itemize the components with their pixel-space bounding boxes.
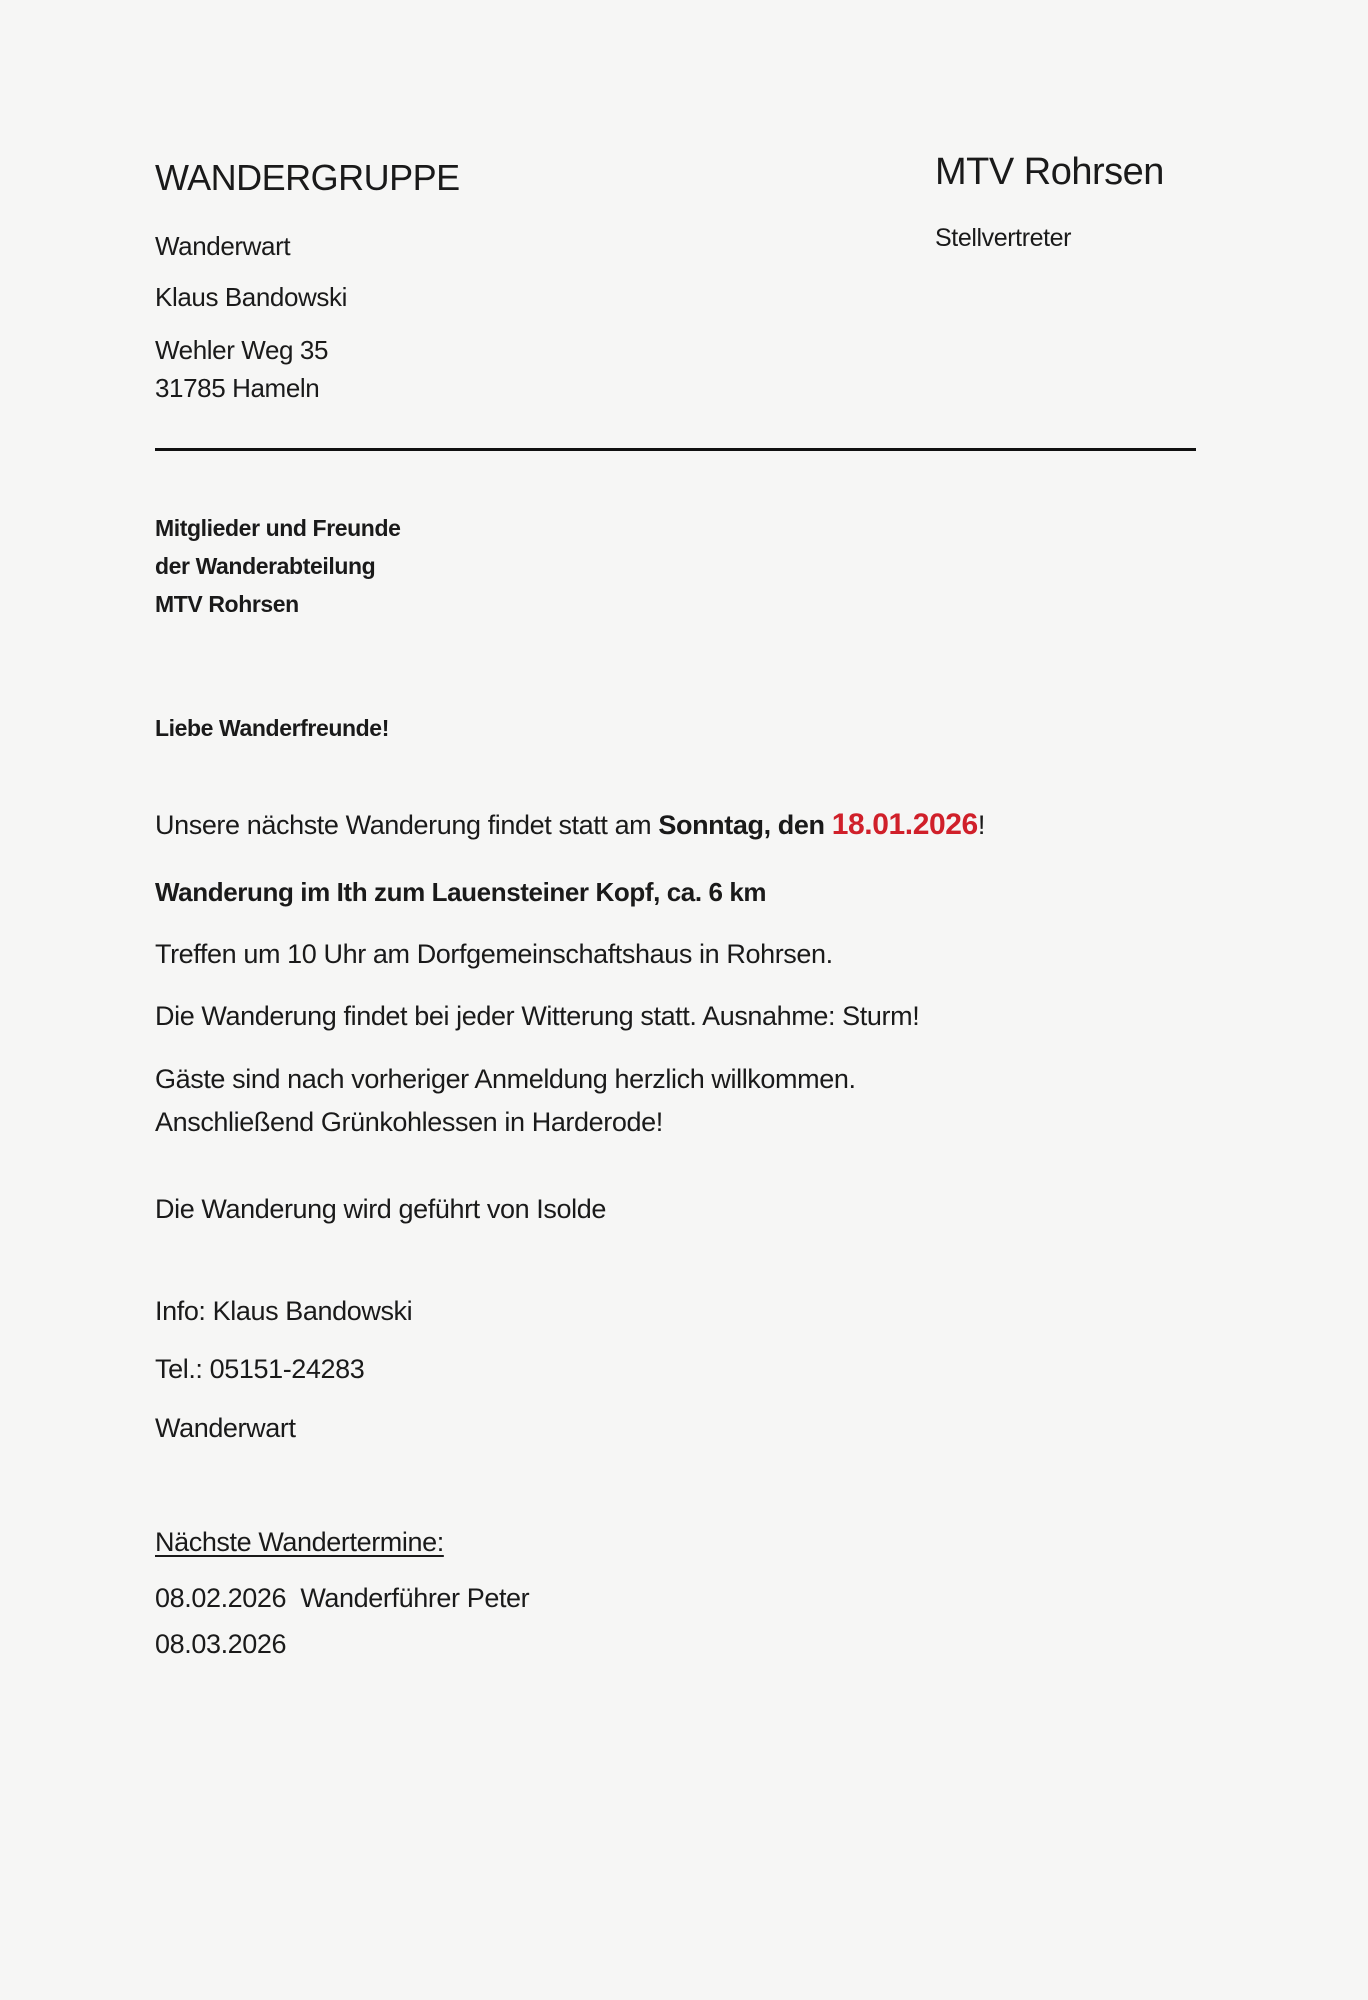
announcement-date: 18.01.2026	[831, 808, 978, 841]
hike-title: Wanderung im Ith zum Lauensteiner Kopf, ca. 6 km	[155, 877, 767, 907]
guide-info: Die Wanderung wird geführt von Isolde	[155, 1194, 606, 1224]
club-name: MTV Rohrsen	[935, 151, 1164, 193]
header-divider	[155, 448, 1196, 451]
contact-info: Info: Klaus Bandowski	[155, 1296, 413, 1326]
contact-role: Wanderwart	[155, 1413, 296, 1443]
sender-role: Wanderwart	[155, 231, 291, 261]
announcement-prefix: Unsere nächste Wanderung findet statt am	[155, 810, 659, 840]
upcoming-heading: Nächste Wandertermine:	[155, 1527, 444, 1557]
upcoming-date: 08.02.2026	[155, 1583, 287, 1613]
sender-city: 31785 Hameln	[155, 373, 320, 403]
announcement-day: Sonntag, den	[658, 810, 832, 840]
sender-name: Klaus Bandowski	[155, 282, 347, 312]
upcoming-note: Wanderführer Peter	[300, 1583, 530, 1613]
salutation: Liebe Wanderfreunde!	[155, 715, 389, 741]
deputy-label: Stellvertreter	[935, 224, 1072, 252]
afterwards-info: Anschließend Grünkohlessen in Harderode!	[155, 1107, 663, 1137]
upcoming-item	[155, 1631, 286, 1658]
contact-phone: Tel.: 05151-24283	[155, 1354, 365, 1384]
group-title: WANDERGRUPPE	[155, 157, 460, 198]
announcement	[155, 810, 985, 840]
sender-street: Wehler Weg 35	[155, 335, 329, 365]
meeting-info: Treffen um 10 Uhr am Dorfgemeinschaftshaus in Rohrsen.	[155, 939, 833, 969]
recipient-line-1: Mitglieder und Freunde	[155, 515, 401, 541]
weather-info: Die Wanderung findet bei jeder Witterung statt. Ausnahme: Sturm!	[155, 1001, 920, 1031]
recipient-line-2: der Wanderabteilung	[155, 553, 376, 579]
recipient-line-3: MTV Rohrsen	[155, 591, 299, 617]
upcoming-item	[155, 1585, 529, 1612]
upcoming-date: 08.03.2026	[155, 1629, 287, 1659]
announcement-suffix: !	[977, 810, 985, 840]
guests-info: Gäste sind nach vorheriger Anmeldung herzlich willkommen.	[155, 1064, 856, 1094]
